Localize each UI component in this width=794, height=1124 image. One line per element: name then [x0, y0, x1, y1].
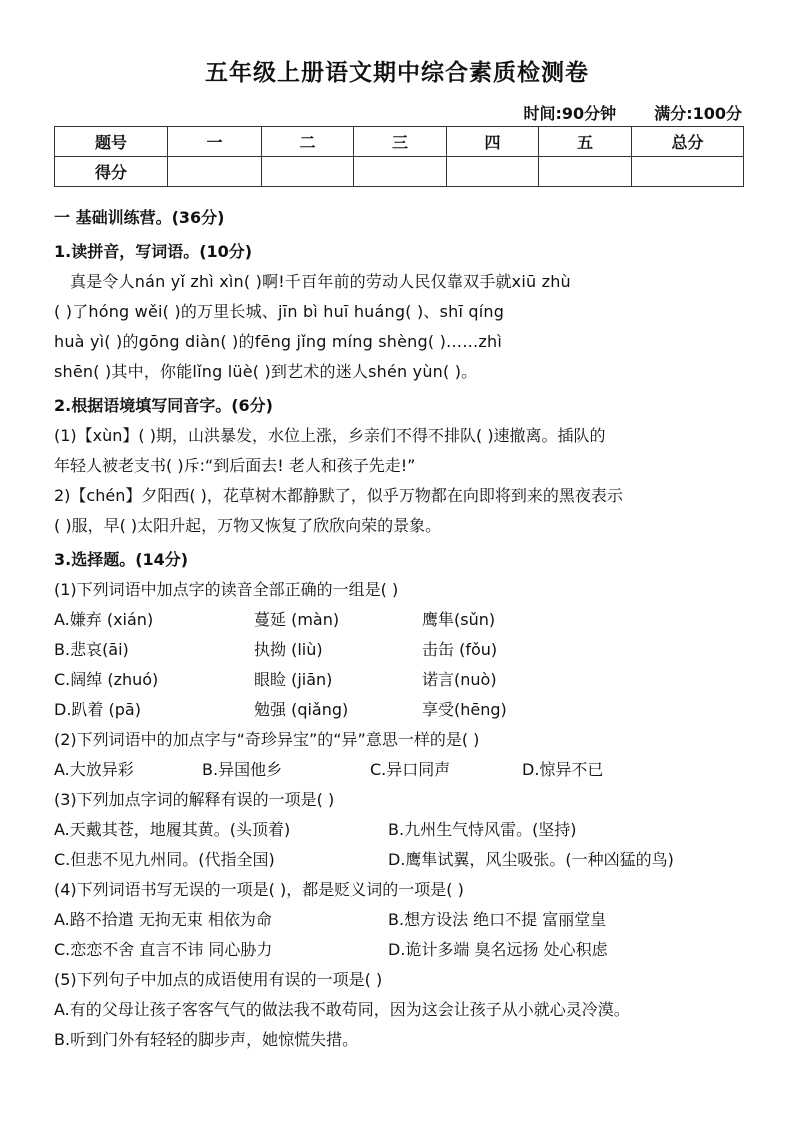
- score-input-cell[interactable]: [447, 157, 539, 187]
- option-row: [54, 695, 744, 725]
- question-heading: 2.根据语境填写同音字。(6分): [54, 396, 273, 415]
- option: A.路不拾遣 无拘无束 相依为命: [54, 910, 272, 929]
- score-table-cell: 得分: [55, 157, 168, 187]
- option: 执拗 (liù): [254, 640, 323, 659]
- score-input-cell[interactable]: [168, 157, 262, 187]
- option: 享受(hēng): [422, 700, 507, 719]
- option-line: B.听到门外有轻轻的脚步声，她惊慌失措。: [54, 1030, 359, 1049]
- score-table-cell: 四: [447, 127, 539, 157]
- option: C.恋恋不舍 直言不讳 同心胁力: [54, 940, 273, 959]
- option-row: [54, 935, 744, 965]
- sub-question-stem: (3)下列加点字词的解释有误的一项是( ): [54, 790, 335, 809]
- question-text-line: 真是令人nán yǐ zhì xìn( )啊!千百年前的劳动人民仅靠双手就xiū zhù: [70, 272, 571, 291]
- score-table-cell: 题号: [55, 127, 168, 157]
- score-input-cell[interactable]: [354, 157, 447, 187]
- score-table-cell: 五: [539, 127, 632, 157]
- sub-question-stem: (5)下列句子中加点的成语使用有误的一项是( ): [54, 970, 383, 989]
- sub-question-stem: (1)下列词语中加点字的读音全部正确的一组是( ): [54, 580, 399, 599]
- question-text-line: shēn( )其中，你能lǐng lüè( )到艺术的迷人shén yùn( )。: [54, 362, 478, 381]
- time-limit: 时间:90分钟: [523, 104, 617, 123]
- option: A.嫌弃 (xián): [54, 610, 154, 629]
- sub-question-stem: (2)下列词语中的加点字与“奇珍异宝”的“异”意思一样的是( ): [54, 730, 480, 749]
- score-table-cell: 二: [262, 127, 354, 157]
- question-heading: 1.读拼音，写词语。(10分): [54, 242, 253, 261]
- option-line: A.有的父母让孩子客客气气的做法我不敢苟同，因为这会让孩子从小就心灵冷漠。: [54, 1000, 630, 1019]
- option: D.诡计多端 臭名远扬 处心积虑: [388, 940, 608, 959]
- option: D.趴着 (pā): [54, 700, 141, 719]
- exam-content: [54, 203, 744, 1055]
- sub-question-stem: (4)下列词语书写无误的一项是( )，都是贬义词的一项是( ): [54, 880, 464, 899]
- score-input-cell[interactable]: [539, 157, 632, 187]
- option: 击缶 (fǒu): [422, 640, 498, 659]
- option-row: [54, 755, 744, 785]
- question-text-line: 2)【chén】夕阳西( )，花草树木都静默了，似乎万物都在向即将到来的黑夜表示: [54, 486, 623, 505]
- question-text-line: ( )了hóng wěi( )的万里长城、jīn bì huī huáng( )、shī qíng: [54, 302, 505, 321]
- option-row: [54, 845, 744, 875]
- question-text-line: ( )服，早( )太阳升起，万物又恢复了欣欣向荣的景象。: [54, 516, 442, 535]
- option: D.惊异不已: [522, 760, 604, 779]
- option: A.大放异彩: [54, 760, 134, 779]
- option: B.异国他乡: [202, 760, 283, 779]
- exam-meta: [524, 101, 742, 124]
- option: C.异口同声: [370, 760, 451, 779]
- option-row: [54, 665, 744, 695]
- option: A.天戴其苍，地履其黄。(头顶着): [54, 820, 291, 839]
- option: D.鹰隼试翼，风尘吸张。(一种凶猛的鸟): [388, 850, 674, 869]
- score-input-cell[interactable]: [262, 157, 354, 187]
- option: C.但悲不见九州同。(代指全国): [54, 850, 275, 869]
- option: 诺言(nuò): [422, 670, 497, 689]
- question-heading: 3.选择题。(14分): [54, 550, 189, 569]
- option: 眼睑 (jiān): [254, 670, 333, 689]
- option: B.九州生气恃风雷。(坚持): [388, 820, 577, 839]
- section-heading: 一 基础训练营。(36分): [54, 208, 225, 227]
- score-table-cell: 一: [168, 127, 262, 157]
- page-title: 五年级上册语文期中综合素质检测卷: [205, 60, 589, 86]
- option-row: [54, 815, 744, 845]
- option: B.悲哀(āi): [54, 640, 129, 659]
- question-text-line: 年轻人被老支书( )斥:“到后面去! 老人和孩子先走!”: [54, 456, 416, 475]
- option: 勉强 (qiǎng): [254, 700, 349, 719]
- score-table-header-row: [55, 127, 744, 157]
- option: C.阔绰 (zhuó): [54, 670, 159, 689]
- full-score: 满分:100分: [654, 104, 742, 123]
- score-table-cell: 总分: [632, 127, 744, 157]
- option-row: [54, 605, 744, 635]
- question-text-line: huà yì( )的gōng diàn( )的fēng jǐng míng shèng( )……zhì: [54, 332, 503, 351]
- option: B.想方设法 绝口不提 富丽堂皇: [388, 910, 607, 929]
- question-text-line: (1)【xùn】( )期，山洪暴发，水位上涨，乡亲们不得不排队( )速撤离。插队的: [54, 426, 606, 445]
- option: 鹰隼(sǔn): [422, 610, 496, 629]
- option: 蔓延 (màn): [254, 610, 340, 629]
- score-table: [54, 126, 744, 187]
- score-input-cell[interactable]: [632, 157, 744, 187]
- option-row: [54, 635, 744, 665]
- option-row: [54, 905, 744, 935]
- score-table-score-row: [55, 157, 744, 187]
- score-table-cell: 三: [354, 127, 447, 157]
